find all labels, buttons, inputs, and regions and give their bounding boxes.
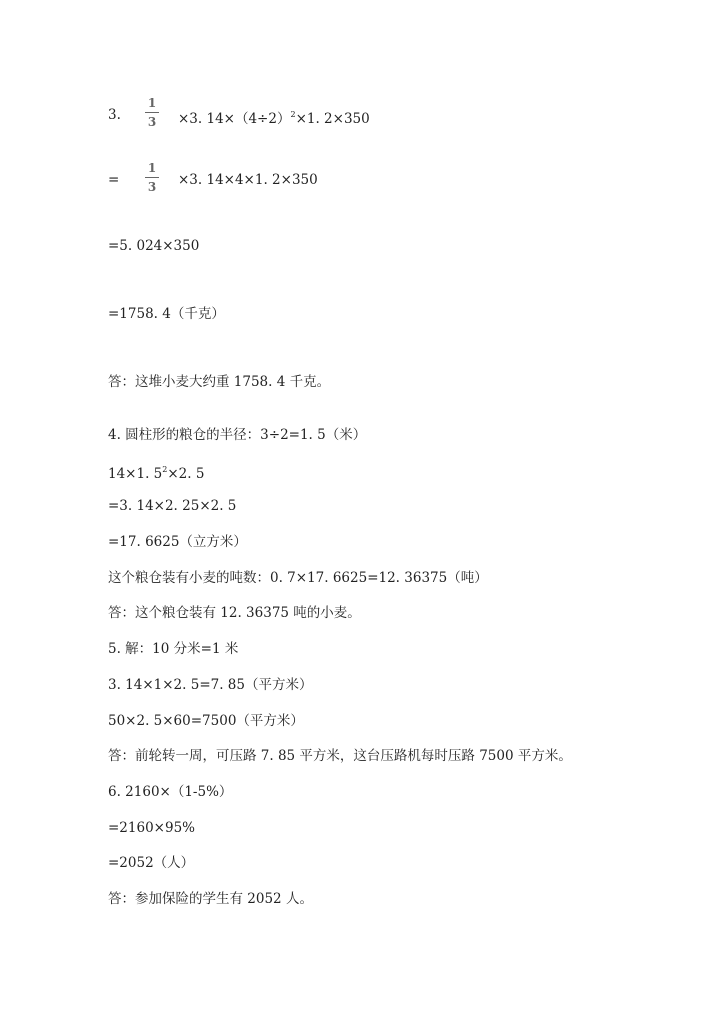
- fraction-one-third: [145, 96, 159, 129]
- q4-exponent: 2: [162, 465, 168, 474]
- q3-number: 3.: [108, 107, 121, 123]
- q3-expression-2: ×3. 14×4×1. 2×350: [178, 172, 318, 188]
- equals-sign: =: [108, 172, 120, 188]
- q3-line-2: [108, 161, 508, 201]
- q4-line-5: 这个粮仓装有小麦的吨数：0. 7×17. 6625=12. 36375（吨）: [108, 570, 488, 586]
- q4-expression-2b: ×2. 5: [167, 466, 205, 482]
- q4-line-3: =3. 14×2. 25×2. 5: [108, 498, 237, 514]
- fraction-numerator: 1: [147, 96, 157, 110]
- fraction-denominator: 3: [147, 115, 157, 129]
- q3-expression-1: [178, 106, 370, 128]
- q3-expression-1b: ×1. 2×350: [295, 111, 370, 127]
- q4-line-1: 4. 圆柱形的粮仓的半径：3÷2=1. 5（米）: [108, 427, 367, 443]
- q6-line-3: =2052（人）: [108, 855, 195, 871]
- fraction-one-third: [145, 161, 159, 194]
- q5-line-3: 50×2. 5×60=7500（平方米）: [108, 713, 304, 729]
- q4-line-2: [108, 461, 204, 483]
- q5-line-2: 3. 14×1×2. 5=7. 85（平方米）: [108, 677, 313, 693]
- q4-line-4: =17. 6625（立方米）: [108, 534, 247, 550]
- q5-line-1: 5. 解：10 分米=1 米: [108, 641, 239, 657]
- q3-line-3: =5. 024×350: [108, 238, 200, 254]
- q4-answer: 答：这个粮仓装有 12. 36375 吨的小麦。: [108, 605, 361, 621]
- q6-answer: 答：参加保险的学生有 2052 人。: [108, 891, 313, 907]
- fraction-numerator: 1: [147, 161, 157, 175]
- fraction-bar: [145, 112, 159, 113]
- q4-expression-2a: 14×1. 5: [108, 466, 163, 482]
- q3-exponent: 2: [290, 110, 296, 119]
- q6-line-1: 6. 2160×（1-5%）: [108, 784, 233, 800]
- q3-answer: 答：这堆小麦大约重 1758. 4 千克。: [108, 374, 331, 390]
- q3-line-4: =1758. 4（千克）: [108, 306, 225, 322]
- q6-line-2: =2160×95%: [108, 820, 195, 836]
- fraction-denominator: 3: [147, 180, 157, 194]
- q5-answer: 答：前轮转一周，可压路 7. 85 平方米，这台压路机每时压路 7500 平方米。: [108, 748, 572, 764]
- q3-expression-1a: ×3. 14×（4÷2）: [178, 111, 291, 127]
- q3-line-1: [108, 96, 508, 136]
- fraction-bar: [145, 177, 159, 178]
